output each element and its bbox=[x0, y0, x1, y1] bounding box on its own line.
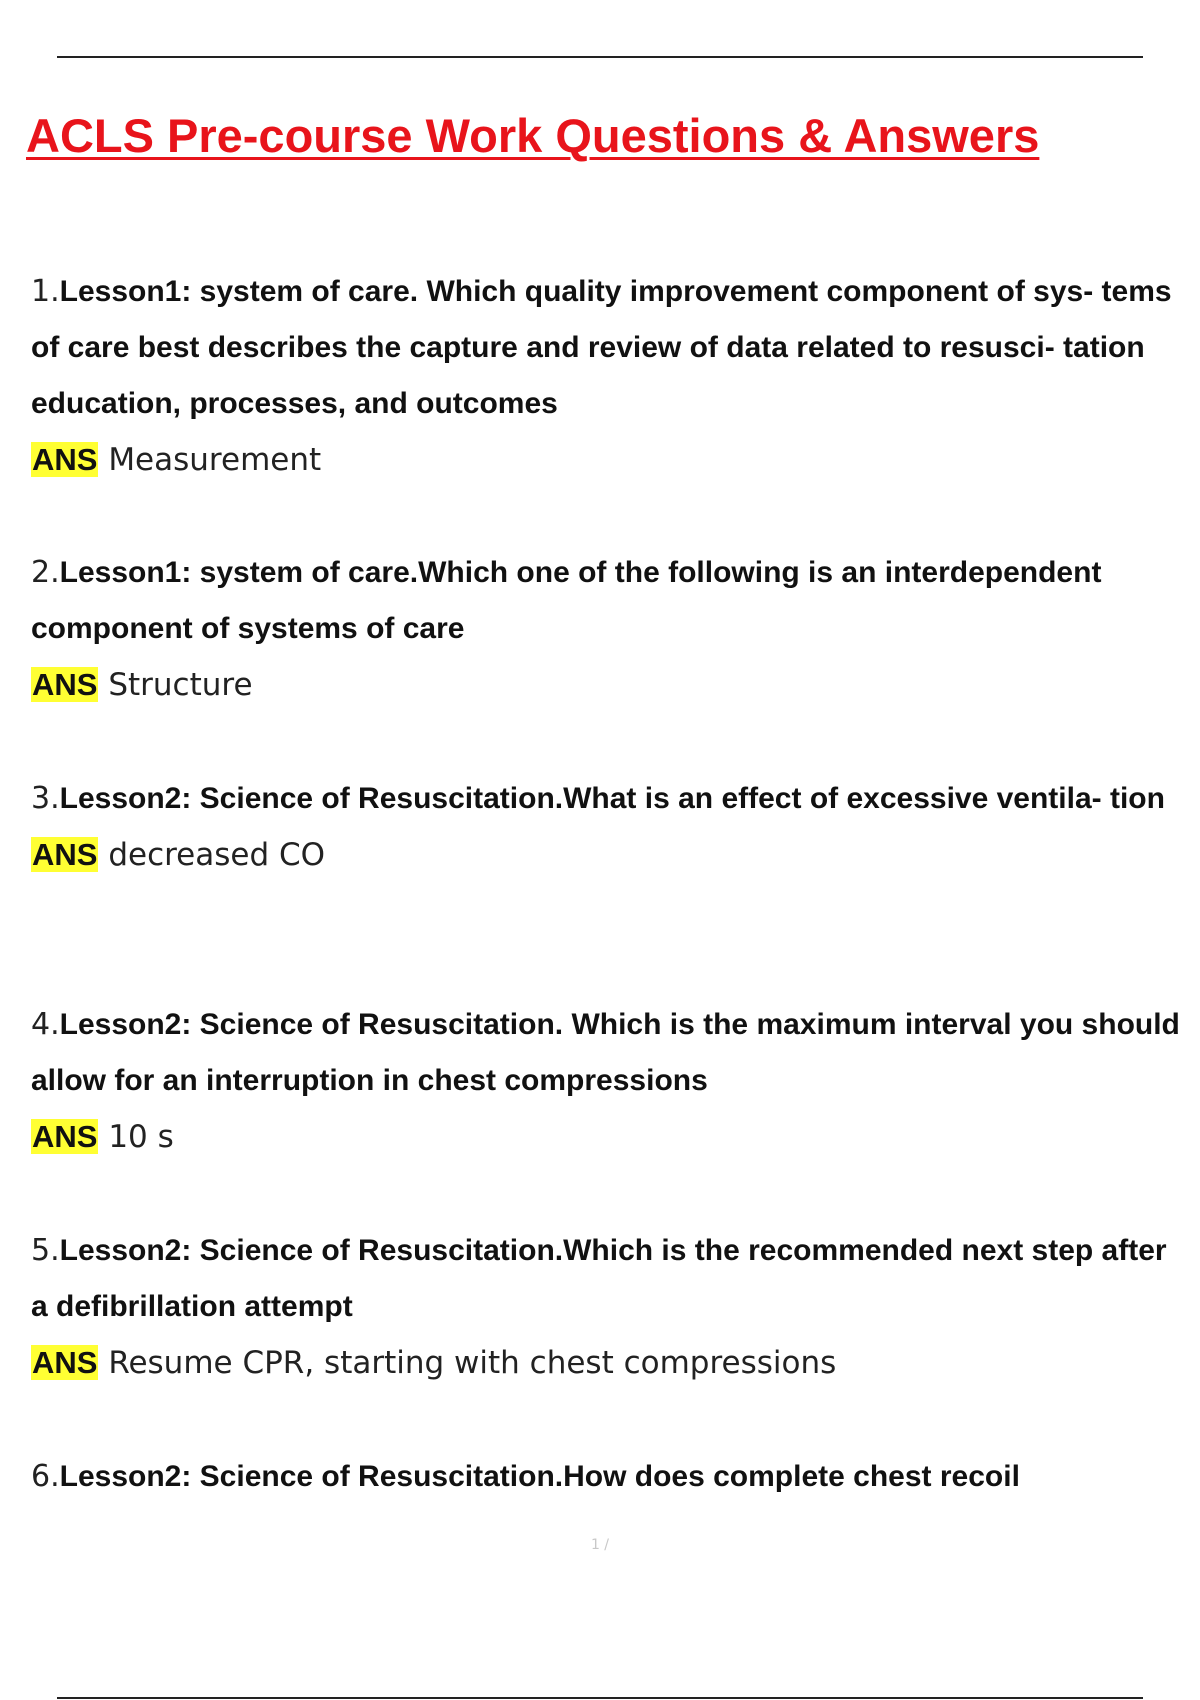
question-item bbox=[31, 997, 1181, 1165]
answer-text: Structure bbox=[108, 667, 253, 703]
question-text-block bbox=[31, 997, 1181, 1109]
question-item bbox=[31, 545, 1181, 713]
answer-text: decreased CO bbox=[108, 837, 326, 873]
bottom-rule bbox=[57, 1697, 1143, 1699]
question-text-block bbox=[31, 1223, 1181, 1335]
question-number: 6. bbox=[31, 1459, 60, 1494]
answer-text: Measurement bbox=[108, 442, 322, 478]
question-text: Lesson1: system of care. Which quality improvement component of sys- tems of care best describes the capture and review of data related to resusci- tation education, processes, and outcomes bbox=[31, 275, 1172, 420]
answer-line bbox=[31, 1109, 1181, 1165]
question-text: Lesson1: system of care.Which one of the following is an interdependent component of systems of care bbox=[31, 556, 1102, 645]
page-number: 1 / bbox=[590, 1537, 610, 1553]
answer-label: ANS bbox=[32, 1119, 98, 1154]
question-text: Lesson2: Science of Resuscitation. Which is the maximum interval you should allow for an interruption in chest compressions bbox=[31, 1008, 1180, 1097]
question-text-block bbox=[31, 545, 1181, 657]
question-text: Lesson2: Science of Resuscitation.What is an effect of excessive ventila- tion bbox=[59, 782, 1165, 815]
answer-line bbox=[31, 432, 1181, 488]
question-text: Lesson2: Science of Resuscitation.Which is the recommended next step after a defibrillation attempt bbox=[31, 1234, 1167, 1323]
question-item bbox=[31, 1449, 1181, 1505]
question-item bbox=[31, 264, 1181, 488]
question-number: 4. bbox=[31, 1007, 60, 1042]
question-number: 1. bbox=[31, 274, 60, 309]
document-title: ACLS Pre-course Work Questions & Answers bbox=[26, 109, 1040, 162]
question-text-block bbox=[31, 264, 1181, 432]
question-item bbox=[31, 771, 1181, 883]
answer-label: ANS bbox=[32, 442, 98, 477]
answer-label: ANS bbox=[32, 667, 98, 702]
answer-line bbox=[31, 827, 1181, 883]
question-text-block bbox=[31, 1449, 1181, 1505]
question-number: 5. bbox=[31, 1233, 60, 1268]
answer-text: 10 s bbox=[108, 1119, 174, 1155]
answer-line bbox=[31, 657, 1181, 713]
question-text: Lesson2: Science of Resuscitation.How does complete chest recoil bbox=[59, 1460, 1020, 1493]
question-number: 2. bbox=[31, 555, 60, 590]
top-rule bbox=[57, 56, 1143, 58]
answer-label: ANS bbox=[32, 1345, 98, 1380]
answer-label: ANS bbox=[32, 837, 98, 872]
answer-line bbox=[31, 1335, 1181, 1391]
question-item bbox=[31, 1223, 1181, 1391]
question-text-block bbox=[31, 771, 1181, 827]
answer-text: Resume CPR, starting with chest compressions bbox=[108, 1345, 837, 1381]
question-number: 3. bbox=[31, 781, 60, 816]
